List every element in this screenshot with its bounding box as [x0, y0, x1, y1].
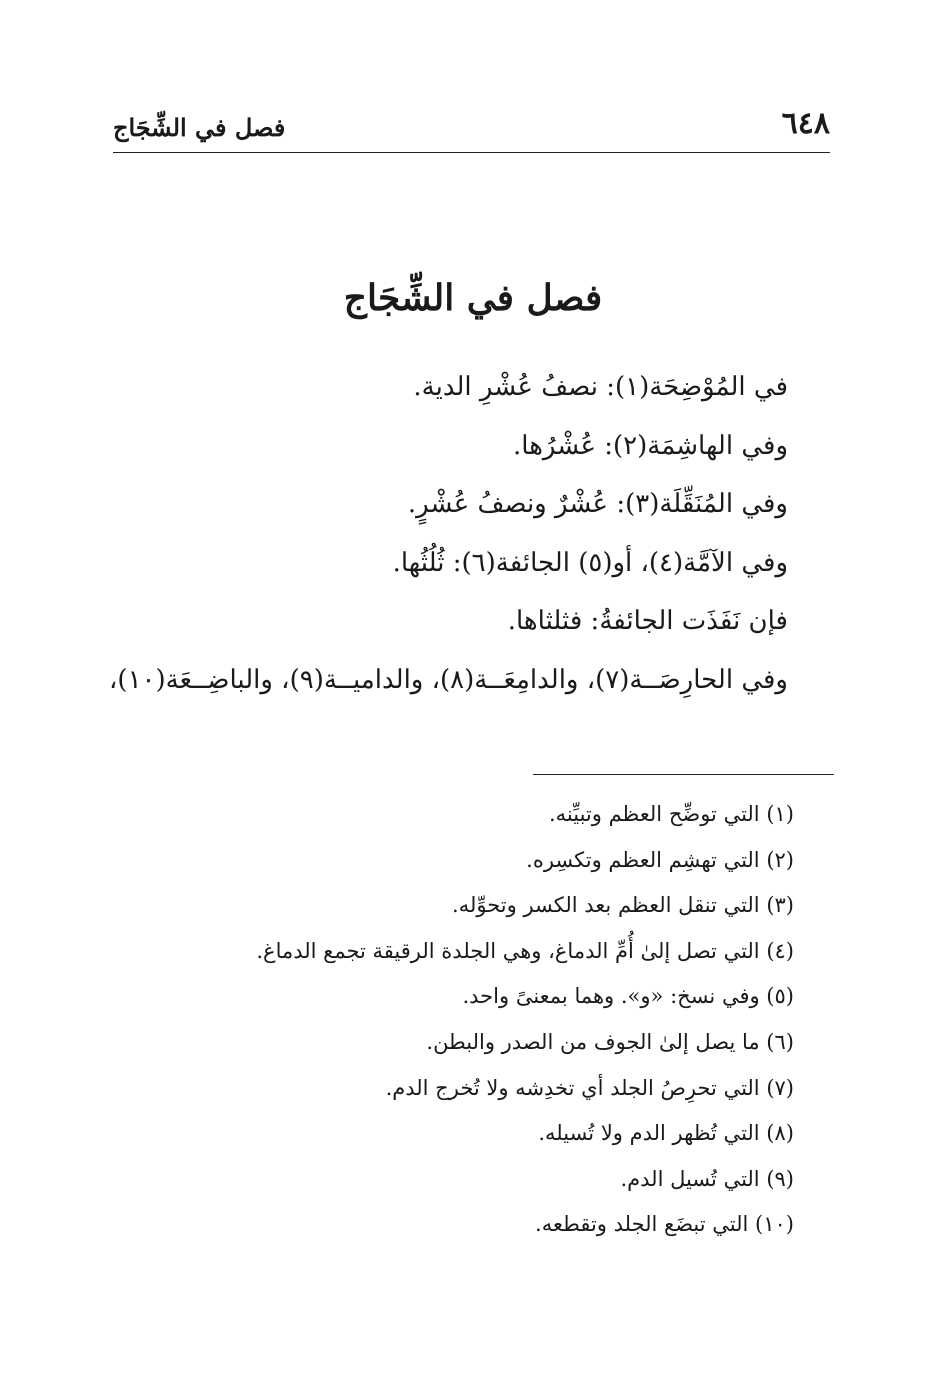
body-line: وفي الهاشِمَة(٢): عُشْرُها. — [513, 430, 788, 461]
footnote: (١٠) التي تبضَع الجلد وتقطعه. — [535, 1212, 794, 1237]
running-header — [113, 100, 830, 153]
body-line: في المُوْضِحَة(١): نصفُ عُشْرِ الدية. — [413, 372, 788, 402]
section-title: فصل في الشِّجَاج — [343, 277, 603, 319]
page-number: ٦٤٨ — [781, 106, 830, 141]
footnotes — [234, 792, 794, 1248]
footnote: (٩) التي تُسيل الدم. — [620, 1166, 794, 1191]
body-line: فإن نَفَذَت الجائفةُ: فثلثاها. — [507, 606, 788, 636]
running-title: فصل في الشِّجَاج — [113, 113, 286, 142]
footnote: (٧) التي تحرِصُ الجلد أي تخدِشه ولا تُخرج الدم. — [385, 1075, 794, 1100]
footnote-separator — [533, 774, 834, 775]
footnote: (٨) التي تُظهر الدم ولا تُسيله. — [538, 1121, 794, 1146]
footnote: (٦) ما يصل إلىٰ الجوف من الصدر والبطن. — [426, 1029, 794, 1054]
body-text — [109, 358, 788, 709]
body-line: وفي الآمَّة(٤)، أو(٥) الجائفة(٦): ثُلُثُها. — [392, 547, 788, 578]
footnote: (٥) وفي نسخ: «و». وهما بمعنىً واحد. — [462, 984, 794, 1009]
footnote: (٢) التي تهشِم العظم وتكسِره. — [526, 847, 794, 872]
body-line: وفي المُنَقِّلَة(٣): عُشْرٌ ونصفُ عُشْرٍ. — [407, 489, 788, 519]
body-line: وفي الحارِصَــة(٧)، والدامِعَــة(٨)، والداميــة(٩)، والباضِــعَة(١٠)، — [109, 664, 788, 695]
footnote: (٤) التي تصل إلىٰ أُمِّ الدماغ، وهي الجلدة الرقيقة تجمع الدماغ. — [256, 938, 794, 963]
footnote: (٣) التي تنقل العظم بعد الكسر وتحوِّله. — [452, 893, 794, 918]
footnote: (١) التي توضِّح العظم وتبيِّنه. — [548, 802, 794, 826]
